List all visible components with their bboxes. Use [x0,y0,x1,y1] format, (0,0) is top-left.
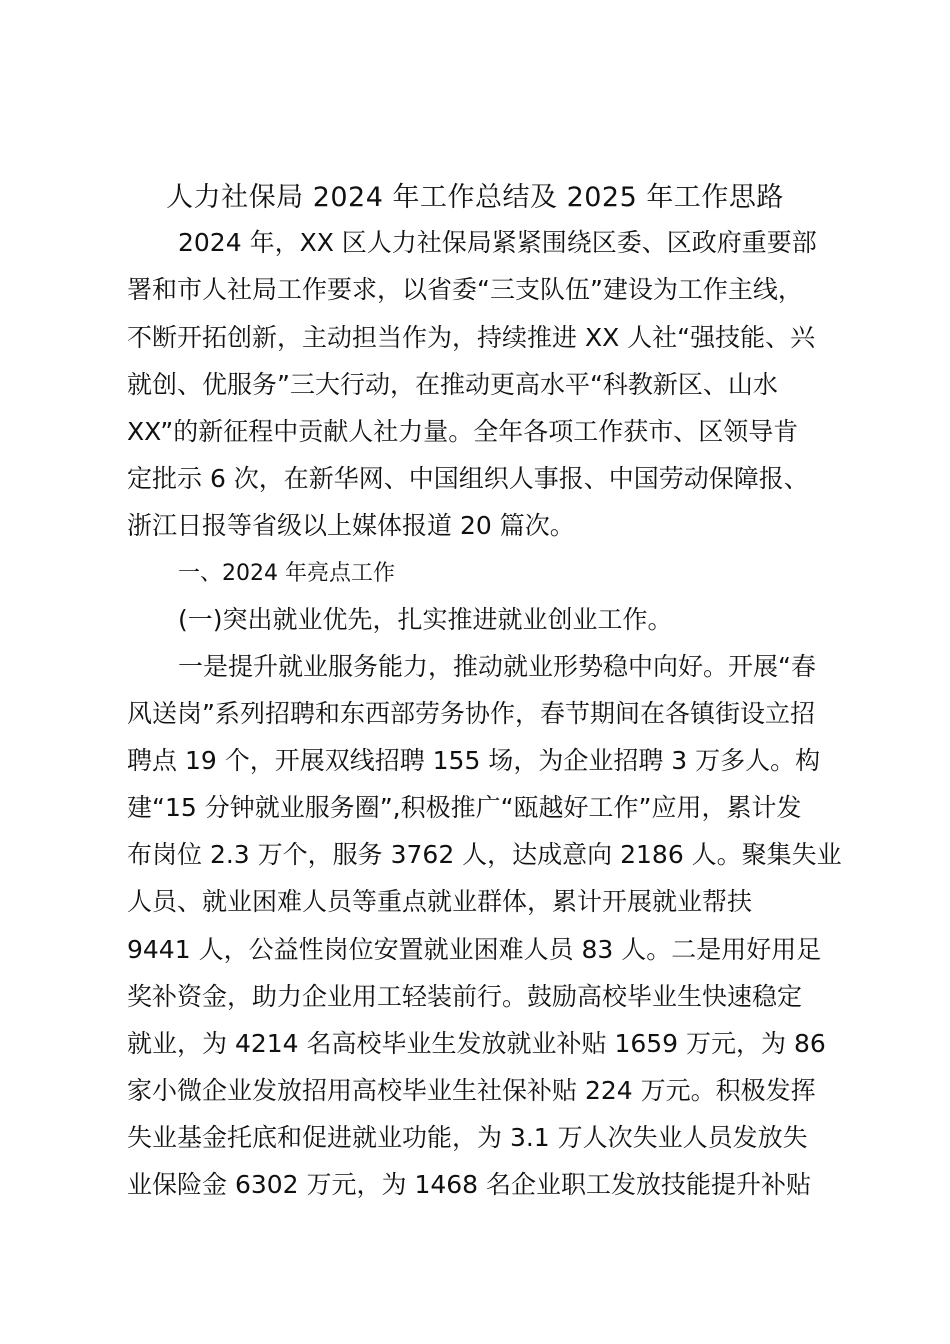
paragraph-line: 风送岗”系列招聘和东西部劳务协作，春节期间在各镇街设立招 [127,699,815,728]
paragraph-line: 就业，为 4214 名高校毕业生发放就业补贴 1659 万元，为 86 [127,1029,826,1058]
section-heading: 一、2024 年亮点工作 [178,561,395,586]
paragraph-line: 失业基金托底和促进就业功能，为 3.1 万人次失业人员发放失 [127,1123,808,1152]
paragraph-line: 布岗位 2.3 万个，服务 3762 人，达成意向 2186 人。聚集失业 [127,840,842,869]
subsection-heading: (一)突出就业优先，扎实推进就业创业工作。 [178,605,673,634]
paragraph-line: 署和市人社局工作要求，以省委“三支队伍”建设为工作主线， [127,275,803,304]
paragraph-line: 家小微企业发放招用高校毕业生社保补贴 224 万元。积极发挥 [127,1076,816,1105]
paragraph-line: 聘点 19 个，开展双线招聘 155 场，为企业招聘 3 万多人。构 [127,746,821,775]
paragraph-line: 2024 年，XX 区人力社保局紧紧围绕区委、区政府重要部 [178,228,817,257]
paragraph-line: 定批示 6 次，在新华网、中国组织人事报、中国劳动保障报、 [127,464,809,493]
paragraph-line: 不断开拓创新，主动担当作为，持续推进 XX 人社“强技能、兴 [127,323,816,352]
paragraph-line: 9441 人，公益性岗位安置就业困难人员 83 人。二是用好用足 [127,935,822,964]
paragraph-line: 业保险金 6302 万元，为 1468 名企业职工发放技能提升补贴 [127,1170,812,1199]
paragraph-line: 一是提升就业服务能力，推动就业形势稳中向好。开展“春 [178,652,816,681]
paragraph-line: 人员、就业困难人员等重点就业群体，累计开展就业帮扶 [127,887,753,916]
paragraph-line: 就创、优服务”三大行动，在推动更高水平“科教新区、山水 [127,370,778,399]
paragraph-line: XX”的新征程中贡献人社力量。全年各项工作获市、区领导肯 [127,417,799,446]
document-title: 人力社保局 2024 年工作总结及 2025 年工作思路 [166,182,784,213]
paragraph-line: 浙江日报等省级以上媒体报道 20 篇次。 [127,511,575,540]
paragraph-line: 奖补资金，助力企业用工轻装前行。鼓励高校毕业生快速稳定 [127,982,803,1011]
paragraph-line: 建“15 分钟就业服务圈”,积极推广“瓯越好工作”应用，累计发 [127,793,802,822]
